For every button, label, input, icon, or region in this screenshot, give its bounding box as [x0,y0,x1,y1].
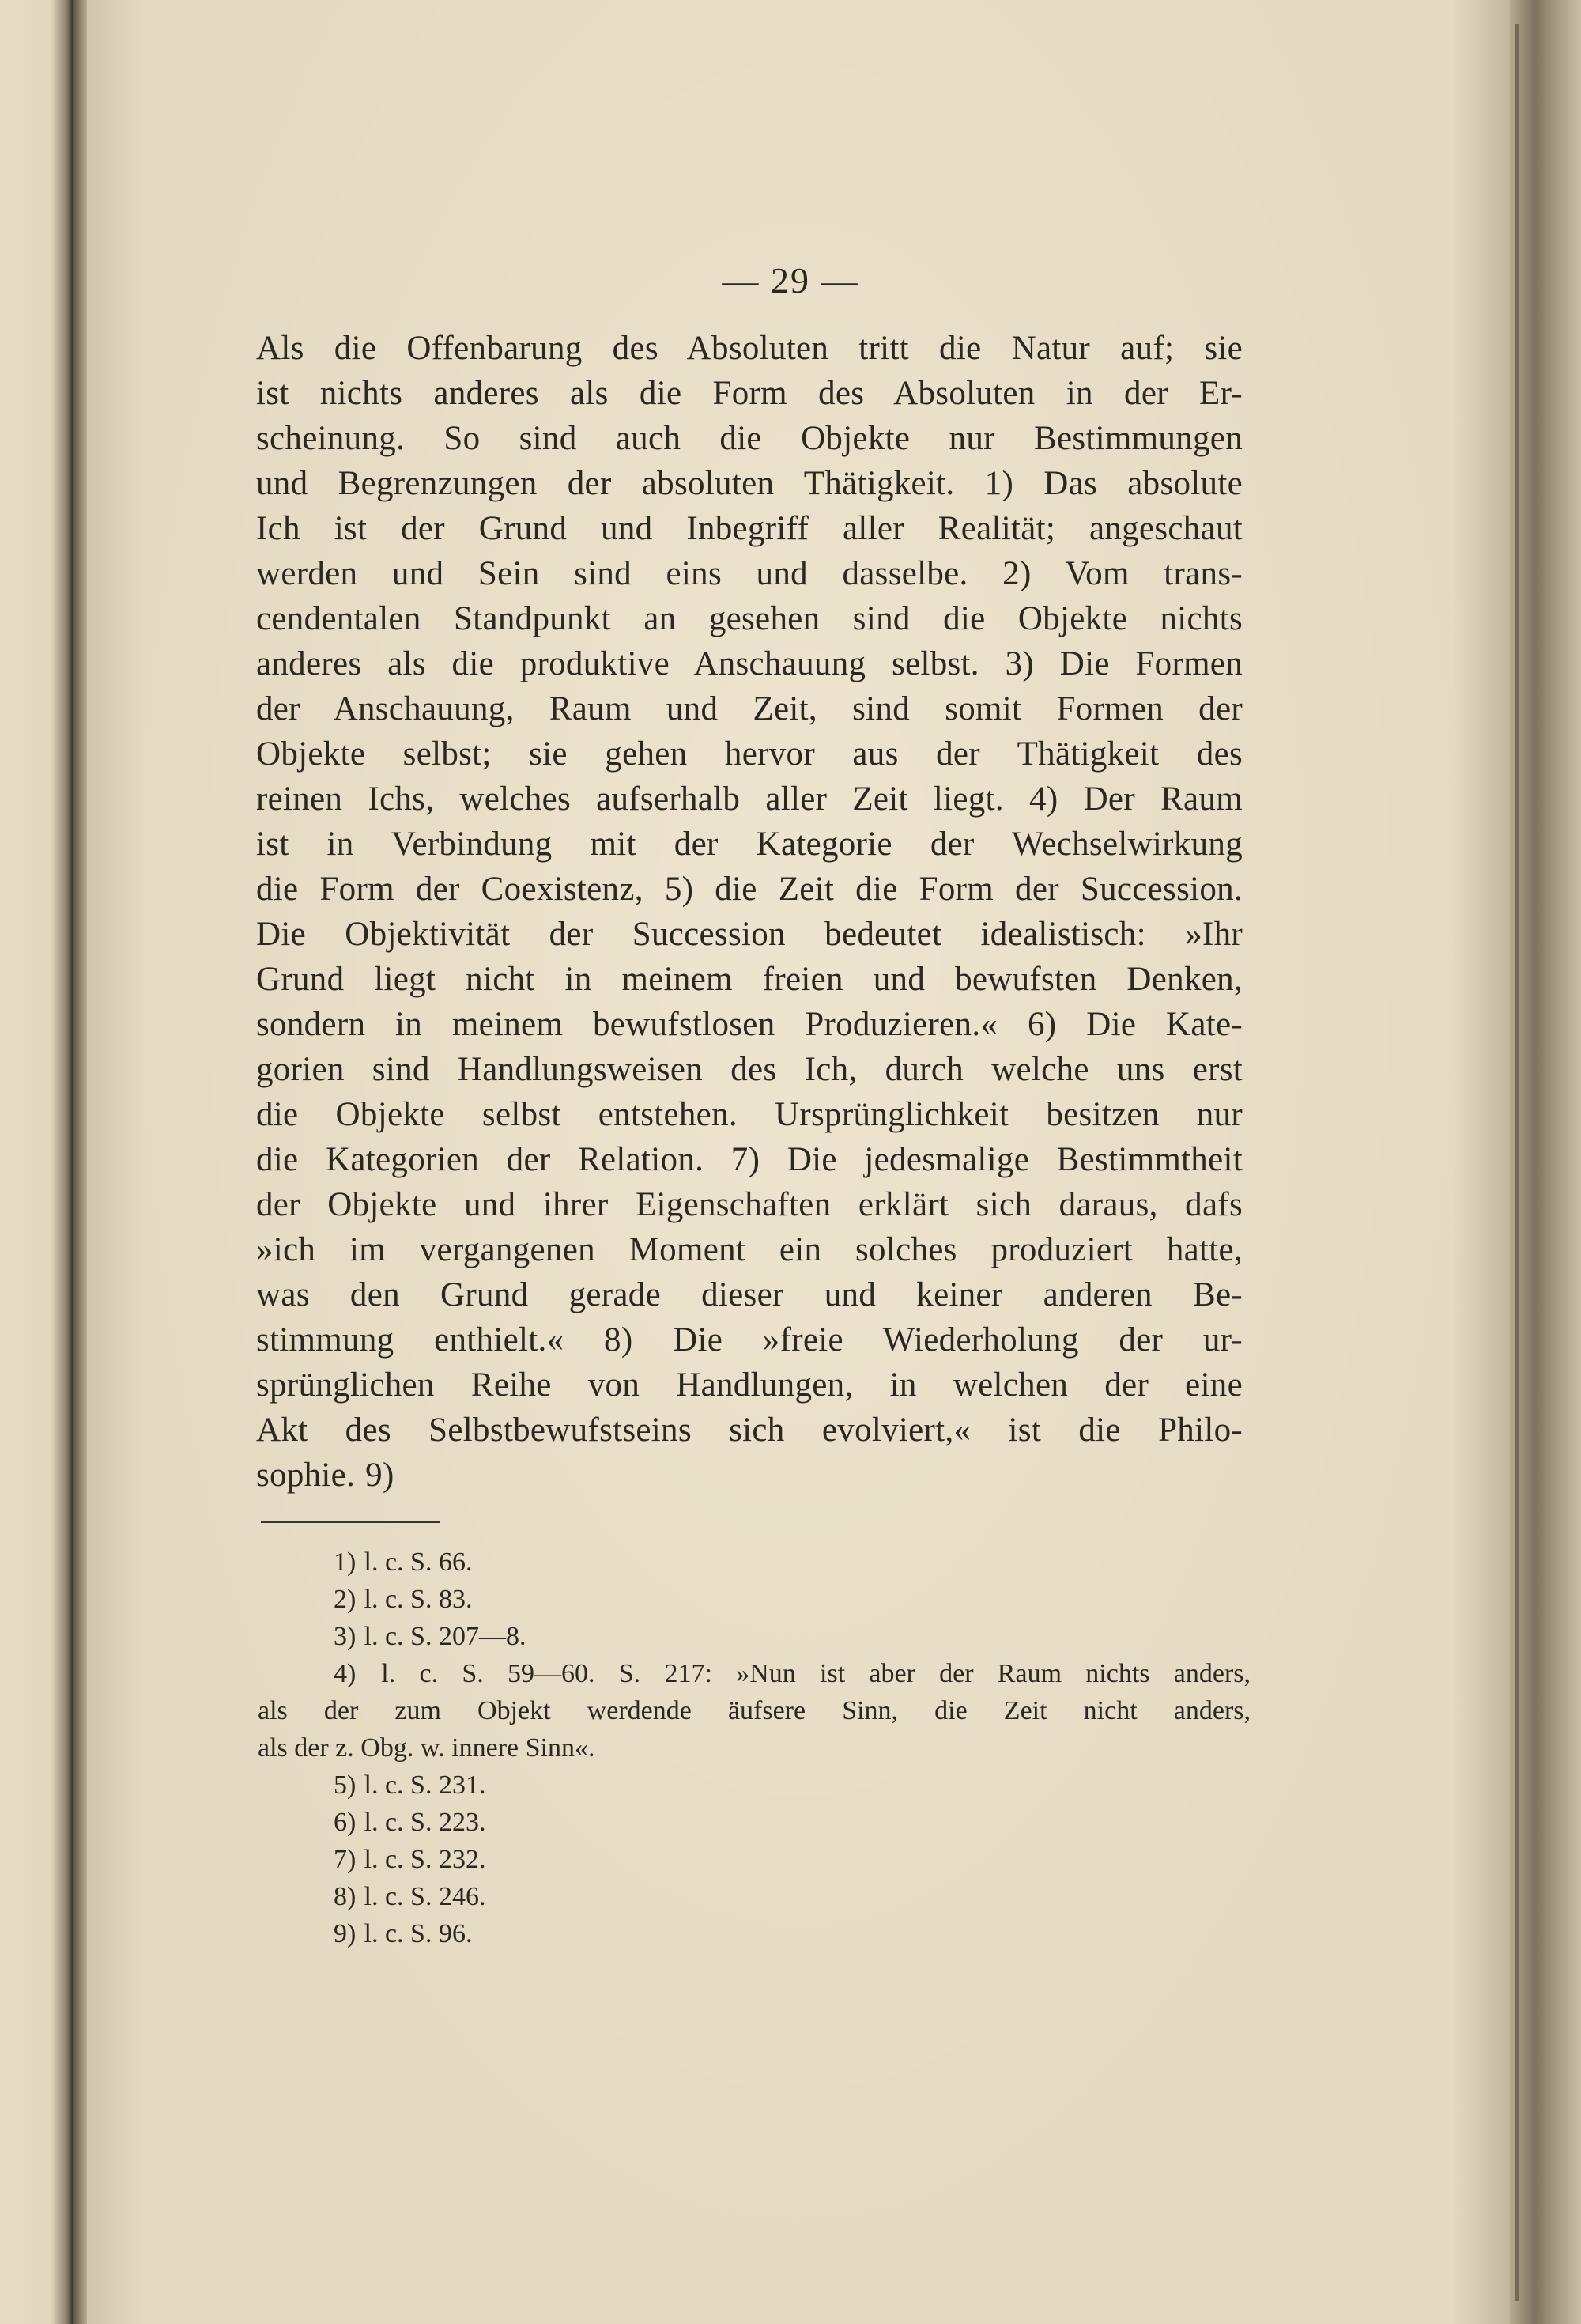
body-line: anderes als die produktive Anschauung selbst. 3) Die Formen [256,645,1243,682]
footnote-9 [258,1915,1251,1952]
footnote-1 [258,1544,1251,1581]
footnote-text: l. c. S. 223. [364,1808,486,1837]
body-line: stimmung enthielt.« 8) Die »freie Wiederholung der ur- [256,1321,1243,1359]
body-line: Die Objektivität der Succession bedeutet idealistisch: »Ihr [256,916,1243,953]
footnote-number: 2) [334,1585,357,1614]
body-line: Objekte selbst; sie gehen hervor aus der Thätigkeit des [256,735,1243,773]
footnote-4-line: als der zum Objekt werdende äufsere Sinn, die Zeit nicht anders, [258,1696,1251,1725]
page-number: — 29 — [722,260,859,300]
footnote-number: 8) [334,1882,357,1911]
body-line: der Objekte und ihrer Eigenschaften erklärt sich daraus, dafs [256,1186,1243,1223]
body-line: was den Grund gerade dieser und keiner anderen Be- [256,1276,1243,1313]
body-line: scheinung. So sind auch die Objekte nur Bestimmungen [256,420,1243,457]
right-edge-line [1515,24,1519,2301]
footnotes [258,1544,1251,1952]
body-line: ist nichts anderes als die Form des Absoluten in der Er- [256,375,1243,412]
footnote-number: 7) [334,1845,357,1874]
footnote-4 [258,1655,1251,1767]
left-page-edge [0,0,73,2324]
footnote-3 [258,1618,1251,1655]
body-line: der Anschauung, Raum und Zeit, sind somit Formen der [256,690,1243,727]
footnote-8 [258,1878,1251,1915]
footnote-4-line: als der z. Obg. w. innere Sinn«. [258,1733,595,1763]
body-line: cendentalen Standpunkt an gesehen sind die Objekte nichts [256,600,1243,637]
footnote-number: 4) [334,1659,357,1688]
body-line: und Begrenzungen der absoluten Thätigkeit. 1) Das absolute [256,465,1243,502]
body-line: Akt des Selbstbewufstseins sich evolviert,« ist die Philo- [256,1411,1243,1449]
footnote-number: 5) [334,1770,357,1800]
body-line: Ich ist der Grund und Inbegriff aller Realität; angeschaut [256,510,1243,547]
footnote-text: l. c. S. 66. [364,1547,473,1577]
footnote-text: l. c. S. 231. [364,1770,486,1800]
body-line: die Objekte selbst entstehen. Ursprünglichkeit besitzen nur [256,1096,1243,1133]
footnote-number: 3) [334,1622,357,1651]
body-line: die Kategorien der Relation. 7) Die jedesmalige Bestimmtheit [256,1141,1243,1178]
body-line: ist in Verbindung mit der Kategorie der Wechselwirkung [256,826,1243,863]
body-line: sprünglichen Reihe von Handlungen, in welchen der eine [256,1366,1243,1404]
footnote-text: l. c. S. 246. [364,1882,486,1911]
body-text [256,326,1243,1498]
footnote-text: l. c. S. 207—8. [364,1622,526,1651]
footnote-text: l. c. S. 83. [364,1585,473,1614]
body-line: die Form der Coexistenz, 5) die Zeit die Form der Succession. [256,871,1243,908]
body-line: Grund liegt nicht in meinem freien und bewufsten Denken, [256,961,1243,998]
footnote-2 [258,1581,1251,1618]
footnote-number: 1) [334,1547,357,1577]
footnote-rule [261,1521,440,1523]
body-line: reinen Ichs, welches aufserhalb aller Zeit liegt. 4) Der Raum [256,780,1243,818]
footnote-text: l. c. S. 59—60. S. 217: »Nun ist aber der Raum nichts anders, [381,1659,1251,1688]
footnote-text: l. c. S. 96. [364,1919,473,1948]
body-line: gorien sind Handlungsweisen des Ich, durch welche uns erst [256,1051,1243,1088]
gutter-shadow [73,0,87,2324]
body-line: »ich im vergangenen Moment ein solches produziert hatte, [256,1231,1243,1268]
footnote-5 [258,1767,1251,1804]
footnote-number: 9) [334,1919,357,1948]
body-line: werden und Sein sind eins und dasselbe. 2) Vom trans- [256,555,1243,592]
right-page-edge [1510,0,1581,2324]
body-line: Als die Offenbarung des Absoluten tritt die Natur auf; sie [256,330,1243,367]
footnote-number: 6) [334,1808,357,1837]
footnote-6 [258,1804,1251,1841]
body-line: sondern in meinem bewufstlosen Produzieren.« 6) Die Kate- [256,1006,1243,1043]
footnote-4-line [258,1655,1251,1692]
footnote-text: l. c. S. 232. [364,1845,486,1874]
footnote-7 [258,1841,1251,1878]
body-line: sophie. 9) [256,1457,394,1494]
